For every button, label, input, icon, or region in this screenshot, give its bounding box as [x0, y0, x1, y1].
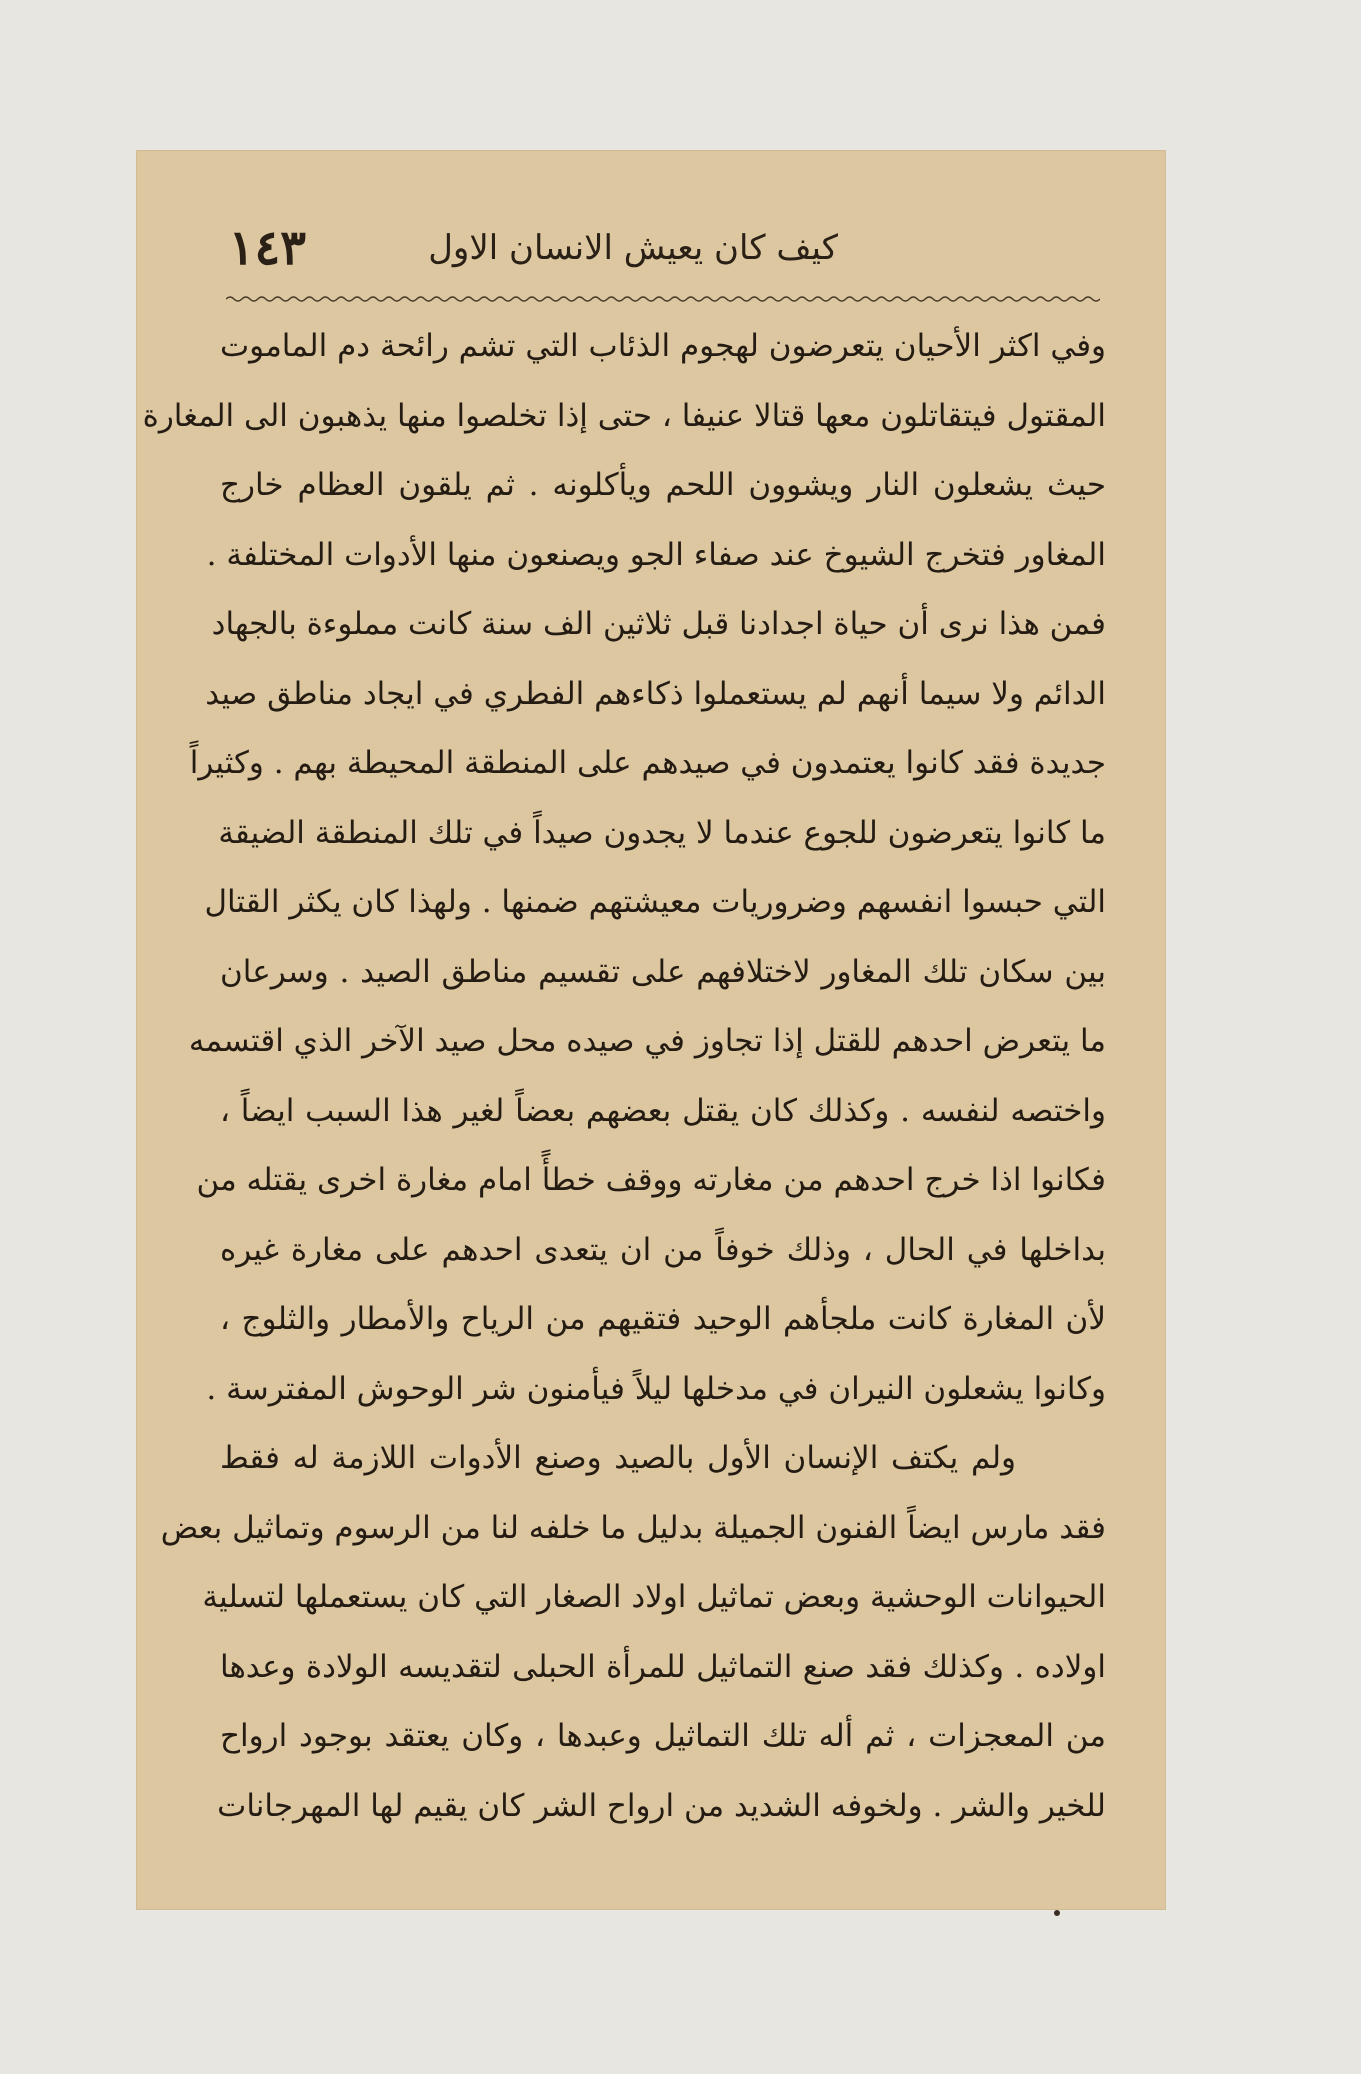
- text-line: ما كانوا يتعرضون للجوع عندما لا يجدون صيداً في تلك المنطقة الضيقة: [218, 814, 1106, 851]
- running-title: كيف كان يعيش الانسان الاول: [428, 228, 838, 268]
- text-line: الدائم ولا سيما أنهم لم يستعملوا ذكاءهم الفطري في ايجاد مناطق صيد: [205, 675, 1106, 712]
- text-line: المقتول فيتقاتلون معها قتالا عنيفا ، حتى إذا تخلصوا منها يذهبون الى المغارة: [142, 397, 1106, 434]
- text-line: بين سكان تلك المغاور لاختلافهم على تقسيم مناطق الصيد . وسرعان: [220, 953, 1106, 990]
- text-line: لأن المغارة كانت ملجأهم الوحيد فتقيهم من الرياح والأمطار والثلوج ،: [220, 1301, 1106, 1337]
- text-line: فمن هذا نرى أن حياة اجدادنا قبل ثلاثين الف سنة كانت مملوءة بالجهاد: [211, 606, 1106, 642]
- text-line: ما يتعرض احدهم للقتل إذا تجاوز في صيده محل صيد الآخر الذي اقتسمه: [188, 1023, 1106, 1059]
- text-line: فكانوا اذا خرج احدهم من مغارته ووقف خطأً امام مغارة اخرى يقتله من: [196, 1162, 1106, 1198]
- text-line: فقد مارس ايضاً الفنون الجميلة بدليل ما خلفه لنا من الرسوم وتماثيل بعض: [160, 1509, 1106, 1546]
- book-page: [136, 150, 1166, 1910]
- text-line: الحيوانات الوحشية وبعض تماثيل اولاد الصغار التي كان يستعملها لتسلية: [202, 1579, 1106, 1615]
- text-line: من المعجزات ، ثم أله تلك التماثيل وعبدها ، وكان يعتقد بوجود ارواح: [220, 1718, 1106, 1754]
- body-text: [142, 312, 1106, 1841]
- text-line: المغاور فتخرج الشيوخ عند صفاء الجو ويصنعون منها الأدوات المختلفة .: [206, 536, 1106, 573]
- text-line: واختصه لنفسه . وكذلك كان يقتل بعضهم بعضاً لغير هذا السبب ايضاً ،: [220, 1092, 1106, 1129]
- text-line: وفي اكثر الأحيان يتعرضون لهجوم الذئاب التي تشم رائحة دم الماموت: [220, 328, 1106, 364]
- text-line: بداخلها في الحال ، وذلك خوفاً من ان يتعدى احدهم على مغارة غيره: [220, 1231, 1106, 1268]
- paragraph-first-line: ولم يكتف الإنسان الأول بالصيد وصنع الأدوات اللازمة له فقط: [220, 1440, 1016, 1476]
- page-number: ١٤٣: [228, 220, 306, 276]
- ink-speck: [1054, 1910, 1060, 1916]
- text-line: التي حبسوا انفسهم وضروريات معيشتهم ضمنها . ولهذا كان يكثر القتال: [204, 884, 1106, 920]
- text-line: للخير والشر . ولخوفه الشديد من ارواح الشر كان يقيم لها المهرجانات: [217, 1787, 1106, 1824]
- text-line: اولاده . وكذلك فقد صنع التماثيل للمرأة الحبلى لتقديسه الولادة وعدها: [220, 1648, 1106, 1685]
- page-header: [226, 220, 1096, 280]
- text-line: وكانوا يشعلون النيران في مدخلها ليلاً فيأمنون شر الوحوش المفترسة .: [206, 1370, 1106, 1407]
- text-line: جديدة فقد كانوا يعتمدون في صيدهم على المنطقة المحيطة بهم . وكثيراً: [189, 745, 1106, 781]
- text-line: حيث يشعلون النار ويشوون اللحم ويأكلونه . ثم يلقون العظام خارج: [220, 467, 1106, 503]
- header-divider: [226, 294, 1100, 304]
